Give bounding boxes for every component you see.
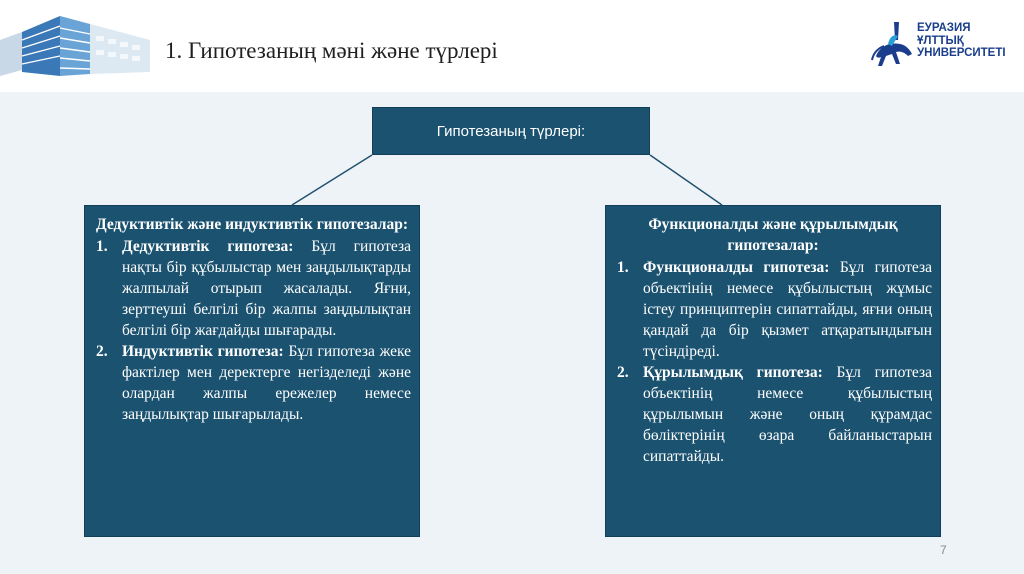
- deductive-inductive-card: [84, 205, 420, 537]
- list-item: [614, 362, 932, 467]
- functional-structural-card: [605, 205, 941, 537]
- list-item-number: 1.: [617, 259, 629, 276]
- list-item-text: [122, 236, 411, 341]
- list-item-term: Құрылымдық гипотеза:: [643, 364, 823, 381]
- list-item-description: Бұл гипотеза нақты бір құбылыстар мен заңдылықтарды жалпылай отырып жасалады. Яғни, зерттеуші белгілі бір жалпы заңдылықтан белгілі бір жағдайды шығарады.: [122, 238, 411, 339]
- list-item: [93, 341, 411, 425]
- list-item-term: Дедуктивтік гипотеза:: [122, 238, 294, 255]
- list-item-description: Бұл гипотеза объектінің немесе құбылыстың жұмыс істеу принциптерін сипаттайды, яғни оның қандай да бір қызмет атқаратындығын түсіндіреді.: [643, 259, 932, 360]
- list-item-term: Индуктивтік гипотеза:: [122, 343, 284, 360]
- university-line-3: УНИВЕРСИТЕТІ: [917, 47, 1006, 59]
- list-item-text: [643, 362, 932, 467]
- deductive-inductive-heading: Дедуктивтік және индуктивтік гипотезалар:: [95, 216, 409, 233]
- list-item-text: [122, 341, 411, 425]
- list-item: [614, 257, 932, 362]
- list-item-term: Функционалды гипотеза:: [643, 259, 830, 276]
- list-item-description: Бұл гипотеза объектінің немесе құбылыстың құрылымын және оның құрамдас бөліктерінің өзара байланыстарын сипаттайды.: [643, 364, 932, 465]
- list-item: [93, 236, 411, 341]
- university-line-1: ЕУРАЗИЯ: [917, 22, 971, 34]
- slide-title: 1. Гипотезаның мәні және түрлері: [165, 38, 498, 63]
- list-item-number: 1.: [96, 238, 108, 255]
- list-item-description: Бұл гипотеза жеке фактілер мен деректерге негізделеді және олардан жалпы ережелер немесе заңдылықтар шығарылады.: [122, 343, 412, 423]
- list-item-number: 2.: [96, 343, 108, 360]
- connector-left: [292, 155, 372, 205]
- university-line-2: ҰЛТТЫҚ: [917, 34, 964, 47]
- root-node-hypothesis-types: Гипотезаның түрлері:: [372, 107, 650, 155]
- list-item-number: 2.: [617, 364, 629, 381]
- connector-right: [650, 155, 722, 205]
- functional-structural-heading: Функционалды және құрылымдық гипотезалар:: [648, 216, 898, 254]
- list-item-text: [643, 257, 932, 362]
- page-number: 7: [940, 543, 947, 557]
